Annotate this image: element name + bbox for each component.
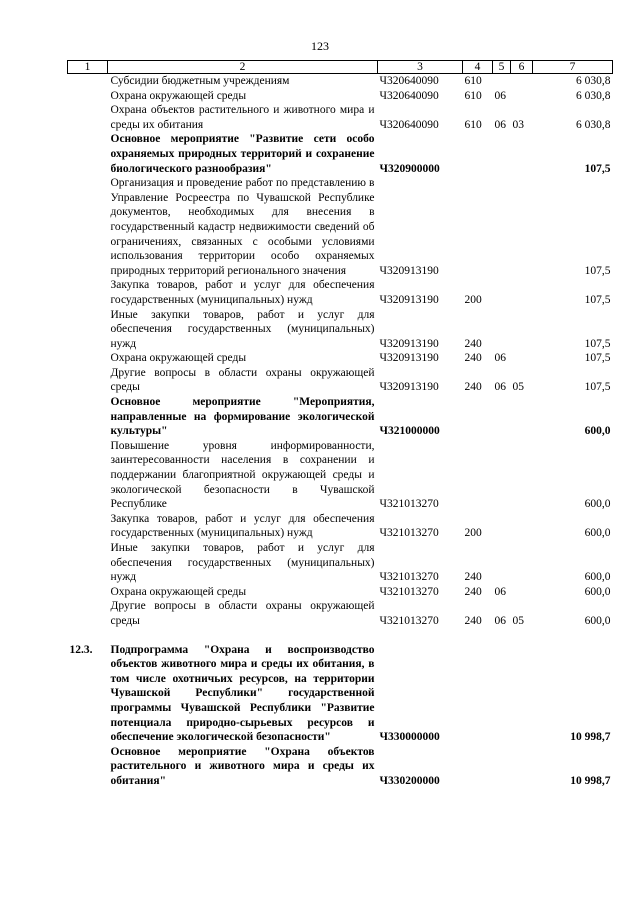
amount-cell: 600,0 bbox=[584, 585, 611, 598]
target-code-cell: Ч320913190 bbox=[379, 293, 439, 306]
item-name-cell: Другие вопросы в области охраны окружающей среды bbox=[110, 600, 375, 627]
subsection-cell bbox=[511, 585, 533, 600]
budget-table bbox=[67, 60, 613, 789]
item-number-cell bbox=[68, 512, 108, 541]
target-code-cell: Ч320913190 bbox=[379, 337, 439, 350]
subsection-cell: 03 bbox=[512, 118, 524, 131]
expense-type-cell bbox=[463, 439, 493, 512]
item-name-cell: Иные закупки товаров, работ и услуг для обеспечения государственных (муниципальных) нужд bbox=[110, 542, 375, 584]
table-row bbox=[68, 89, 613, 104]
expense-type-cell: 240 bbox=[464, 614, 482, 627]
section-cell: 06 bbox=[494, 118, 506, 131]
item-name-cell: Охрана объектов растительного и животного мира и среды их обитания bbox=[110, 104, 375, 131]
amount-cell: 6 030,8 bbox=[576, 75, 611, 87]
expense-type-cell: 240 bbox=[464, 352, 482, 365]
subsection-cell bbox=[511, 74, 533, 89]
table-row bbox=[68, 439, 613, 512]
amount-cell: 107,5 bbox=[584, 162, 611, 175]
target-code-cell: Ч321013270 bbox=[379, 614, 439, 627]
item-number-cell bbox=[68, 278, 108, 307]
item-name-cell: Охрана окружающей среды bbox=[110, 89, 247, 102]
expense-type-cell: 610 bbox=[464, 75, 482, 87]
subsection-cell bbox=[511, 541, 533, 585]
subsection-cell bbox=[511, 395, 533, 439]
page-number: 123 bbox=[311, 39, 329, 53]
item-name-cell: Субсидии бюджетным учреждениям bbox=[110, 75, 290, 87]
section-cell bbox=[493, 176, 511, 278]
expense-type-cell bbox=[463, 176, 493, 278]
expense-type-cell bbox=[463, 132, 493, 176]
expense-type-cell bbox=[463, 745, 493, 789]
table-row bbox=[68, 176, 613, 278]
item-number-cell bbox=[68, 308, 108, 352]
table-row bbox=[68, 643, 613, 745]
section-cell bbox=[493, 439, 511, 512]
expense-type-cell: 240 bbox=[464, 381, 482, 394]
expense-type-cell: 200 bbox=[464, 527, 482, 540]
expense-type-cell: 610 bbox=[464, 89, 482, 102]
subsection-cell bbox=[511, 351, 533, 366]
section-cell bbox=[493, 512, 511, 541]
target-code-cell: Ч321000000 bbox=[379, 425, 440, 438]
amount-cell: 107,5 bbox=[584, 264, 611, 277]
header-cell: 7 bbox=[533, 61, 613, 74]
item-name-cell: Закупка товаров, работ и услуг для обеспечения государственных (муниципальных) нужд bbox=[110, 279, 375, 306]
table-row bbox=[68, 308, 613, 352]
table-row bbox=[68, 132, 613, 176]
expense-type-cell: 240 bbox=[464, 337, 482, 350]
section-cell: 06 bbox=[494, 381, 506, 394]
section-cell bbox=[493, 74, 511, 89]
item-number-cell bbox=[68, 103, 108, 132]
item-name-cell: Другие вопросы в области охраны окружающей среды bbox=[110, 366, 375, 394]
target-code-cell: Ч321013270 bbox=[379, 527, 439, 540]
amount-cell: 6 030,8 bbox=[576, 89, 611, 102]
expense-type-cell: 240 bbox=[464, 571, 482, 584]
amount-cell: 10 998,7 bbox=[570, 731, 611, 744]
header-cell: 3 bbox=[378, 61, 463, 74]
section-cell bbox=[493, 745, 511, 789]
item-name-cell: Основное мероприятие "Мероприятия, направленные на формирование экологической культуры" bbox=[110, 396, 375, 438]
section-cell: 06 bbox=[494, 585, 506, 598]
subsection-cell bbox=[511, 89, 533, 104]
header-cell: 6 bbox=[511, 61, 533, 74]
section-cell bbox=[493, 308, 511, 352]
item-number-cell bbox=[68, 585, 108, 600]
amount-cell: 600,0 bbox=[584, 571, 611, 584]
section-cell: 06 bbox=[494, 614, 506, 627]
amount-cell: 600,0 bbox=[584, 425, 611, 438]
table-row bbox=[68, 541, 613, 585]
target-code-cell: Ч321013270 bbox=[379, 585, 439, 598]
spacer-row bbox=[68, 629, 613, 643]
item-name-cell: Подпрограмма "Охрана и воспроизводство объектов животного мира и среды их обитания, в том числе охотничьих ресурсов, на территории Чувашской Республики" государственной программы Чувашской Республики "Развитие потенциала природно-сырьевых ресурсов и обеспечение экологической безопасности" bbox=[110, 643, 375, 744]
item-name-cell: Иные закупки товаров, работ и услуг для обеспечения государственных (муниципальных) нужд bbox=[110, 308, 375, 350]
expense-type-cell: 200 bbox=[464, 293, 482, 306]
section-cell: 06 bbox=[494, 89, 506, 102]
subsection-cell bbox=[511, 745, 533, 789]
target-code-cell: Ч320900000 bbox=[379, 162, 440, 175]
amount-cell: 107,5 bbox=[584, 381, 611, 394]
table-row bbox=[68, 745, 613, 789]
table-row bbox=[68, 512, 613, 541]
subsection-cell bbox=[511, 132, 533, 176]
table-row bbox=[68, 74, 613, 89]
item-number-cell bbox=[68, 176, 108, 278]
item-number-cell bbox=[68, 439, 108, 512]
subsection-cell: 05 bbox=[512, 614, 524, 627]
amount-cell: 600,0 bbox=[584, 614, 611, 627]
table-row bbox=[68, 395, 613, 439]
section-cell bbox=[493, 132, 511, 176]
item-number-cell bbox=[68, 541, 108, 585]
amount-cell: 10 998,7 bbox=[570, 774, 611, 787]
item-number-cell bbox=[68, 395, 108, 439]
amount-cell: 107,5 bbox=[584, 352, 611, 365]
item-number-cell bbox=[68, 89, 108, 104]
item-number-cell bbox=[68, 745, 108, 789]
target-code-cell: Ч320640090 bbox=[379, 118, 439, 131]
amount-cell: 107,5 bbox=[584, 337, 611, 350]
item-name-cell: Организация и проведение работ по представлению в Управление Росреестра по Чувашской Республике документов, необходимых для внесения в государственный кадастр недвижимости сведений об ограничениях, связанных с особыми условиями использования территории особо охраняемых природных территорий регионального значения bbox=[110, 177, 375, 277]
item-name-cell: Основное мероприятие "Охрана объектов растительного и животного мира и среды их обитания" bbox=[110, 745, 375, 787]
amount-cell: 6 030,8 bbox=[576, 118, 611, 131]
target-code-cell: Ч330200000 bbox=[379, 774, 440, 787]
section-cell bbox=[493, 395, 511, 439]
table-row bbox=[68, 599, 613, 628]
item-number-cell: 12.3. bbox=[69, 643, 93, 656]
target-code-cell: Ч321013270 bbox=[379, 498, 439, 511]
target-code-cell: Ч330000000 bbox=[379, 731, 440, 744]
item-number-cell bbox=[68, 132, 108, 176]
subsection-cell bbox=[511, 512, 533, 541]
subsection-cell bbox=[511, 439, 533, 512]
subsection-cell bbox=[511, 278, 533, 307]
header-cell: 1 bbox=[68, 61, 108, 74]
subsection-cell bbox=[511, 643, 533, 745]
subsection-cell bbox=[511, 176, 533, 278]
header-cell: 4 bbox=[463, 61, 493, 74]
section-cell: 06 bbox=[494, 352, 506, 365]
target-code-cell: Ч320913190 bbox=[379, 352, 439, 365]
target-code-cell: Ч320640090 bbox=[379, 89, 439, 102]
item-name-cell: Основное мероприятие "Развитие сети особо охраняемых природных территорий и сохранение биологического разнообразия" bbox=[110, 133, 375, 175]
item-name-cell: Закупка товаров, работ и услуг для обеспечения государственных (муниципальных) нужд bbox=[110, 512, 375, 540]
amount-cell: 600,0 bbox=[584, 527, 611, 540]
table-row bbox=[68, 351, 613, 366]
target-code-cell: Ч320913190 bbox=[379, 264, 439, 277]
target-code-cell: Ч320640090 bbox=[379, 75, 439, 87]
target-code-cell: Ч321013270 bbox=[379, 571, 439, 584]
target-code-cell: Ч320913190 bbox=[379, 381, 439, 394]
expense-type-cell bbox=[463, 395, 493, 439]
table-row bbox=[68, 366, 613, 395]
item-number-cell bbox=[68, 599, 108, 628]
item-name-cell: Охрана окружающей среды bbox=[110, 352, 247, 365]
amount-cell: 107,5 bbox=[584, 293, 611, 306]
section-cell bbox=[493, 643, 511, 745]
subsection-cell bbox=[511, 308, 533, 352]
subsection-cell: 05 bbox=[512, 381, 524, 394]
table-row bbox=[68, 585, 613, 600]
item-number-cell bbox=[68, 74, 108, 89]
section-cell bbox=[493, 541, 511, 585]
item-number-cell bbox=[68, 351, 108, 366]
item-name-cell: Повышение уровня информированности, заинтересованности населения в сохранении и поддержании благоприятной окружающей среды и экологической безопасности в Чувашской Республике bbox=[110, 439, 375, 511]
header-cell: 2 bbox=[108, 61, 378, 74]
table-row bbox=[68, 103, 613, 132]
item-number-cell bbox=[68, 366, 108, 395]
item-name-cell: Охрана окружающей среды bbox=[110, 585, 247, 598]
header-cell: 5 bbox=[493, 61, 511, 74]
amount-cell: 600,0 bbox=[584, 498, 611, 511]
expense-type-cell: 240 bbox=[464, 585, 482, 598]
header-row bbox=[68, 61, 613, 74]
expense-type-cell bbox=[463, 643, 493, 745]
section-cell bbox=[493, 278, 511, 307]
table-row bbox=[68, 278, 613, 307]
expense-type-cell: 610 bbox=[464, 118, 482, 131]
